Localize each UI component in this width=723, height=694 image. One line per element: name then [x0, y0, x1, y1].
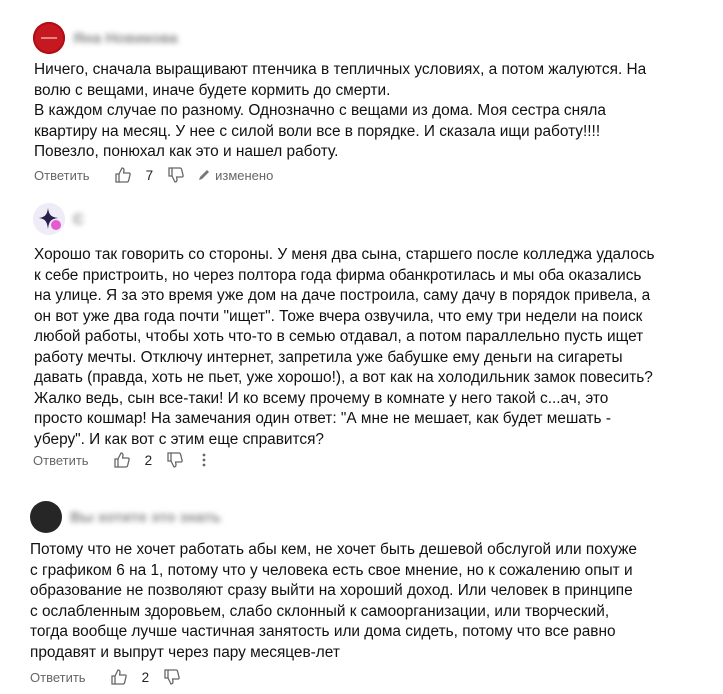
reply-button[interactable]: Ответить [34, 167, 90, 183]
avatar[interactable] [33, 22, 65, 54]
comment-text: Хорошо так говорить со стороны. У меня два сына, старшего после колледжа удалось к себе пристроить, но через полтора года фирма обанкротилась и мы оба оказались на улице. Я за это время уже дом на даче построила, саму дачу в порядок привела, а он вот уже два года почти "ищет". Тоже вчера озвучила, что ему три недели на поиск любой работы, чтобы хоть что-то в семью отдавал, а потом параллельно пусть ищет работу мечты. Отключу интернет, запретила уже бабушке ему деньги на сигареты давать (правда, хоть не пьет, уже хорошо!), а вот как на холодильник замок повесить? Жалко ведь, сын все-таки! И ко всему прочему в комнате у него такой с...ач, это просто кошмар! На замечания один ответ: "А мне не мешает, как будет мешать - уберу". И как вот с этим еще справится? [34, 246, 655, 448]
thumbs-up-icon[interactable] [113, 451, 131, 469]
avatar[interactable] [33, 203, 65, 235]
comment-header [33, 22, 183, 54]
comment-text: Ничего, сначала выращивают птенчика в тепличных условиях, а потом жалуются. На волю с вещами, иначе будете кормить до смерти. В каждом случае по разному. Однозначно с вещами из дома. Моя сестра сняла квартиру на месяц. У нее с силой воли все в порядке. И сказала ищи работу!!!! Повезло, понюхал как это и нашел работу. [34, 61, 647, 160]
comment-header [30, 501, 270, 533]
comment-actions [33, 451, 206, 469]
like-count: 7 [145, 167, 154, 183]
like-count: 2 [141, 669, 150, 685]
author-name[interactable]: Вы хотите это знать [70, 508, 221, 526]
author-name[interactable]: С [73, 210, 84, 228]
like-count: 2 [144, 452, 153, 468]
edited-label: изменено [215, 167, 274, 183]
avatar[interactable] [30, 501, 62, 533]
reply-button[interactable]: Ответить [33, 452, 89, 468]
comment-header [33, 203, 223, 235]
author-name[interactable]: Яна Новикова [73, 29, 178, 47]
comment-actions [34, 166, 273, 184]
thumbs-down-icon[interactable] [167, 166, 185, 184]
thumbs-down-icon[interactable] [166, 451, 184, 469]
thumbs-down-icon[interactable] [163, 668, 181, 686]
more-dots-icon[interactable] [202, 453, 206, 467]
pencil-icon [197, 168, 211, 182]
comment-actions [30, 668, 181, 686]
comment-text: Потому что не хочет работать абы кем, не хочет быть дешевой обслугой или похуже с графиком 6 на 1, потому что у человека есть свое мнение, но к сожалению опыт и образование не позволяют сразу выйти на хороший доход. Или человек в принципе с ослабленным здоровьем, слабо склонный к самоорганизации, или творческий, тогда вообще лучше частичная занятость или дома сидеть, потому что все равно продавят и выпрут через пару месяцев-лет [30, 541, 637, 661]
reply-button[interactable]: Ответить [30, 669, 86, 685]
thumbs-up-icon[interactable] [110, 668, 128, 686]
thumbs-up-icon[interactable] [114, 166, 132, 184]
